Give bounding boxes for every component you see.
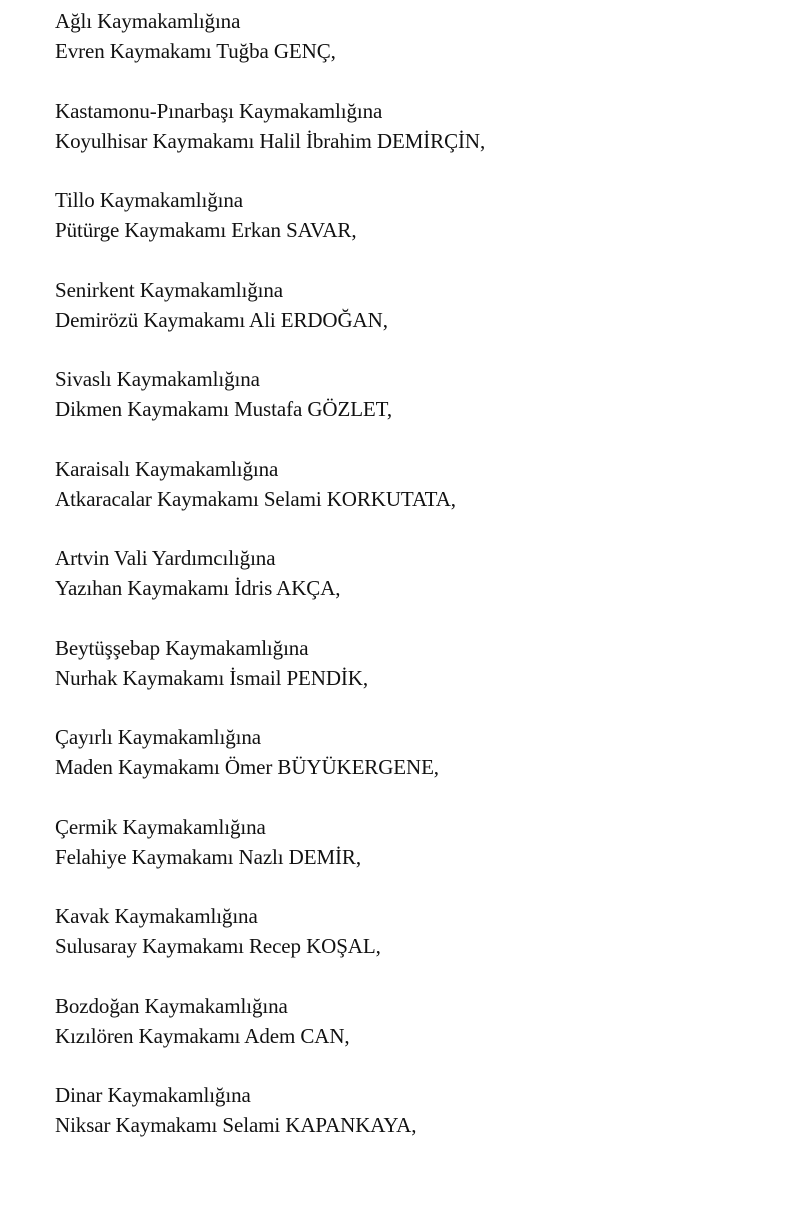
appointment-entry: [55, 6, 775, 96]
appointment-entry: [55, 901, 775, 991]
appointee-line: Atkaracalar Kaymakamı Selami KORKUTATA,: [55, 486, 456, 511]
appointment-entry: [55, 364, 775, 454]
post-line: Karaisalı Kaymakamlığına: [55, 456, 279, 481]
appointee-line: Koyulhisar Kaymakamı Halil İbrahim DEMİRÇİN,: [55, 128, 486, 153]
post-line: Beytüşşebap Kaymakamlığına: [55, 635, 309, 660]
appointee-line: Sulusaray Kaymakamı Recep KOŞAL,: [55, 934, 381, 958]
appointee-line: Dikmen Kaymakamı Mustafa GÖZLET,: [55, 397, 392, 421]
appointment-entry: [55, 812, 775, 902]
appointment-list: [55, 6, 775, 1170]
appointment-entry: [55, 185, 775, 275]
appointee-line: Kızılören Kaymakamı Adem CAN,: [55, 1023, 350, 1048]
appointee-line: Niksar Kaymakamı Selami KAPANKAYA,: [55, 1113, 417, 1137]
post-line: Artvin Vali Yardımcılığına: [55, 546, 276, 570]
post-line: Tillo Kaymakamlığına: [55, 188, 243, 212]
appointment-entry: [55, 1080, 775, 1170]
appointee-line: Nurhak Kaymakamı İsmail PENDİK,: [55, 665, 368, 690]
post-line: Kavak Kaymakamlığına: [55, 904, 258, 928]
appointment-entry: [55, 275, 775, 365]
post-line: Sivaslı Kaymakamlığına: [55, 367, 260, 391]
post-line: Ağlı Kaymakamlığına: [55, 9, 241, 33]
post-line: Senirkent Kaymakamlığına: [55, 277, 283, 302]
appointment-entry: [55, 454, 775, 544]
appointment-entry: [55, 96, 775, 186]
appointment-entry: [55, 543, 775, 633]
appointee-line: Pütürge Kaymakamı Erkan SAVAR,: [55, 218, 357, 242]
post-line: Çermik Kaymakamlığına: [55, 814, 266, 839]
post-line: Bozdoğan Kaymakamlığına: [55, 993, 288, 1018]
appointment-entry: [55, 991, 775, 1081]
appointment-entry: [55, 722, 775, 812]
post-line: Çayırlı Kaymakamlığına: [55, 725, 261, 749]
appointee-line: Demirözü Kaymakamı Ali ERDOĞAN,: [55, 307, 388, 332]
post-line: Kastamonu-Pınarbaşı Kaymakamlığına: [55, 98, 383, 123]
appointee-line: Evren Kaymakamı Tuğba GENÇ,: [55, 39, 336, 63]
appointee-line: Yazıhan Kaymakamı İdris AKÇA,: [55, 576, 341, 600]
post-line: Dinar Kaymakamlığına: [55, 1083, 251, 1107]
appointee-line: Felahiye Kaymakamı Nazlı DEMİR,: [55, 844, 361, 869]
appointee-line: Maden Kaymakamı Ömer BÜYÜKERGENE,: [55, 755, 439, 779]
appointment-entry: [55, 633, 775, 723]
